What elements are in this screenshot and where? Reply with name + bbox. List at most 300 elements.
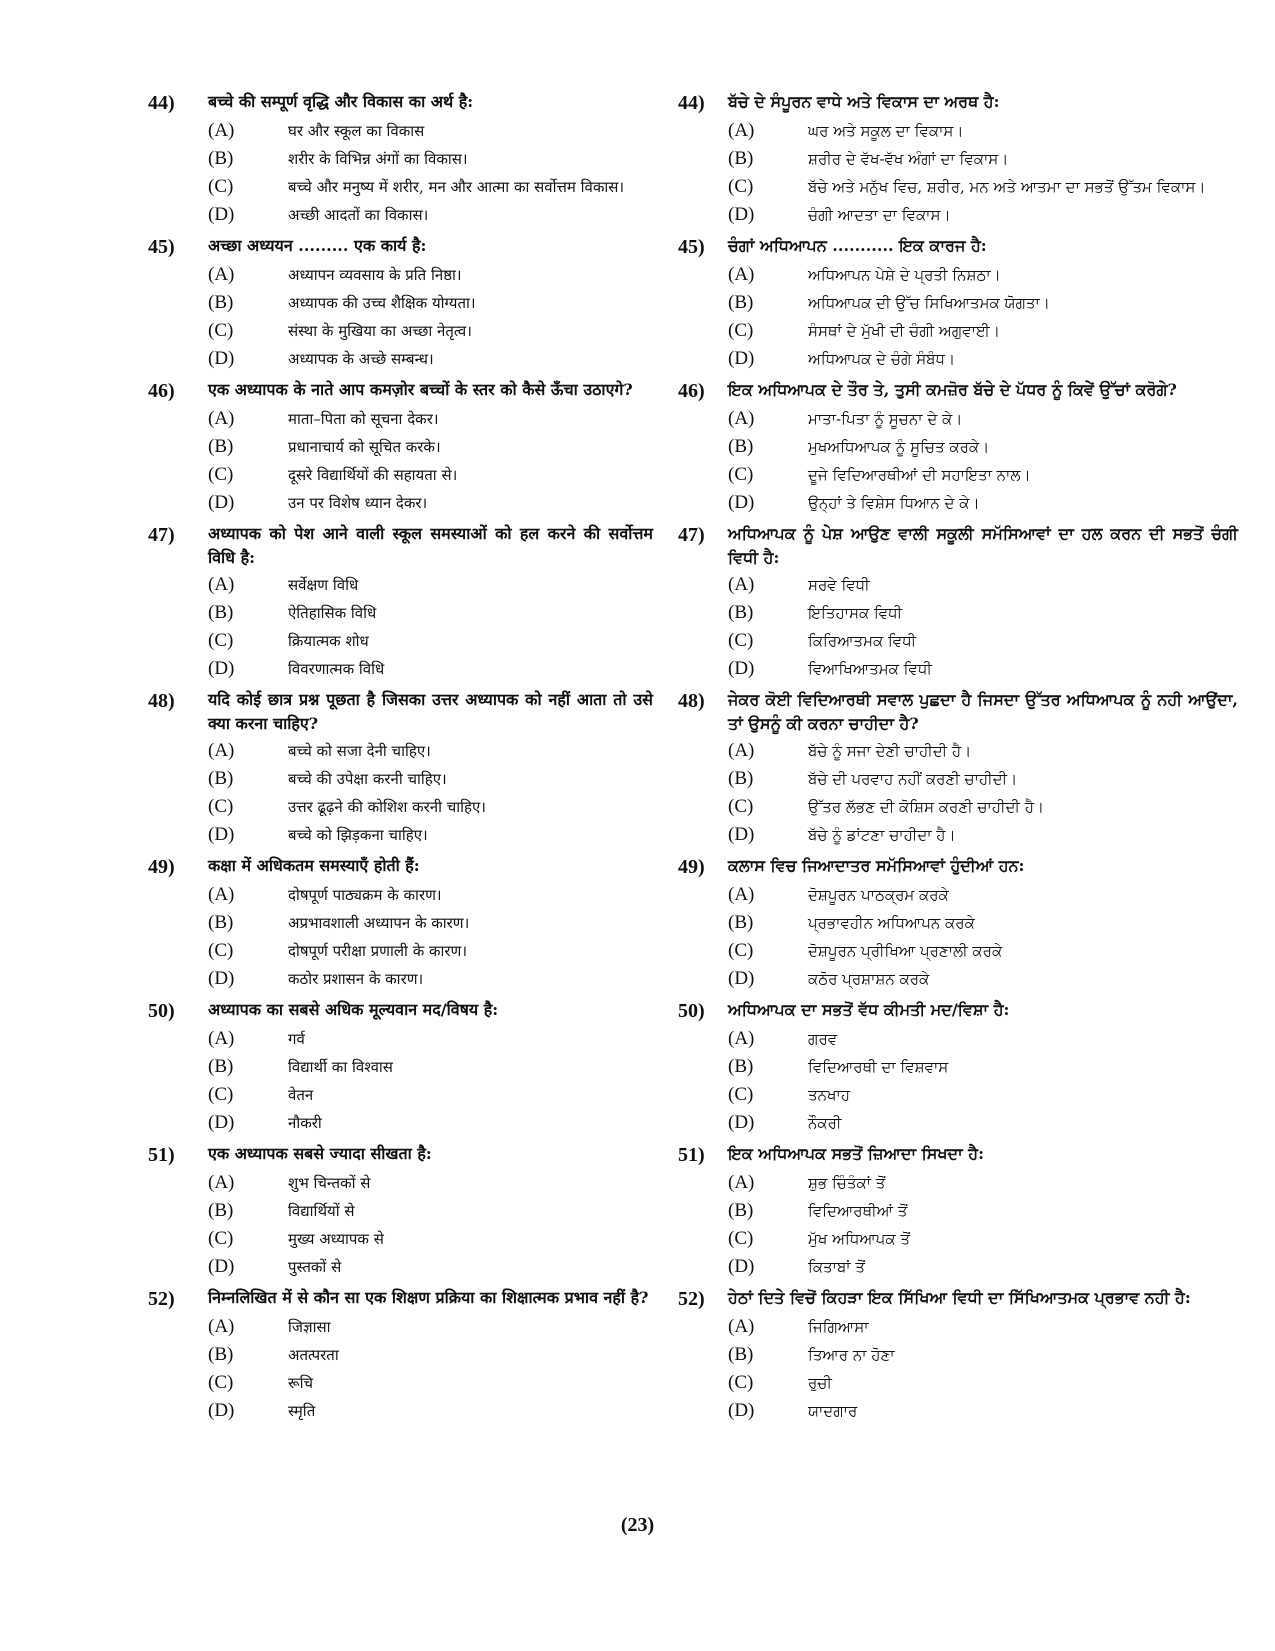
punjabi-question-50 [678, 998, 1238, 1136]
option-text: नौकरी [288, 1114, 322, 1132]
option-text: ਤਨਖਾਹ [808, 1086, 850, 1104]
option-text: ਵਿਆਖਿਆਤਮਕ ਵਿਧੀ [808, 660, 932, 678]
option-letter: (C) [728, 940, 754, 961]
punjabi-question-52 [678, 1286, 1238, 1424]
option-a [208, 882, 653, 908]
question-number: 46) [678, 380, 705, 402]
question-text: यदि कोई छात्र प्रश्न पूछता है जिसका उत्तर अध्यापक को नहीं आता तो उसे क्या करना चाहिए? [208, 690, 653, 733]
option-letter: (A) [728, 884, 755, 905]
option-letter: (A) [208, 120, 235, 141]
option-letter: (C) [208, 176, 234, 197]
option-text: ਬੱਚੇ ਨੂੰ ਡਾਂਟਣਾ ਚਾਹੀਦਾ ਹੈ। [808, 826, 956, 844]
option-text: गर्व [288, 1030, 305, 1048]
option-a [728, 1026, 1238, 1052]
question-header [678, 998, 1238, 1024]
option-letter: (D) [728, 968, 755, 989]
options-list [728, 406, 1238, 516]
option-d [728, 1254, 1238, 1280]
option-c [728, 462, 1238, 488]
question-text: ਚੰਗਾਂ ਅਧਿਆਪਨ ........... ਇਕ ਕਾਰਜ ਹੈ: [728, 236, 987, 255]
option-c [728, 1370, 1238, 1396]
option-letter: (B) [208, 1344, 234, 1365]
option-text: वेतन [288, 1086, 314, 1104]
option-letter: (A) [728, 740, 755, 761]
option-a [728, 406, 1238, 432]
option-text: ਵਿਦਿਆਰਥੀ ਦਾ ਵਿਸ਼ਵਾਸ [808, 1058, 949, 1076]
option-d [728, 346, 1238, 372]
option-a [728, 572, 1238, 598]
option-a [728, 882, 1238, 908]
option-text: ਦੂਜੇ ਵਿਦਿਆਰਥੀਆਂ ਦੀ ਸਹਾਇਤਾ ਨਾਲ। [808, 466, 1031, 484]
option-letter: (D) [208, 348, 235, 369]
option-letter: (A) [208, 1316, 235, 1337]
option-b [208, 1342, 653, 1368]
option-d [728, 966, 1238, 992]
option-c [208, 938, 653, 964]
option-letter: (D) [208, 658, 235, 679]
option-text: अच्छी आदतों का विकास। [288, 206, 429, 224]
question-header [148, 1142, 653, 1168]
option-text: ਸੰਸਥਾਂ ਦੇ ਮੁੱਖੀ ਦੀ ਚੰਗੀ ਅਗੁਵਾਈ। [808, 322, 1000, 340]
option-b [208, 1198, 653, 1224]
question-text: अच्छा अध्ययन ......... एक कार्य है: [208, 236, 427, 255]
option-text: ਉਨ੍ਹਾਂ ਤੇ ਵਿਸ਼ੇਸ ਧਿਆਨ ਦੇ ਕੇ। [808, 494, 980, 512]
option-c [728, 1226, 1238, 1252]
option-letter: (B) [208, 148, 234, 169]
option-letter: (C) [208, 464, 234, 485]
hindi-question-48 [148, 688, 653, 848]
question-header [678, 1142, 1238, 1168]
option-d [728, 202, 1238, 228]
option-letter: (D) [728, 492, 755, 513]
option-letter: (B) [728, 1200, 754, 1221]
option-letter: (D) [728, 1400, 755, 1421]
option-letter: (B) [728, 912, 754, 933]
option-letter: (D) [728, 204, 755, 225]
question-header [148, 378, 653, 404]
option-d [208, 966, 653, 992]
option-text: अध्यापक के अच्छे सम्बन्ध। [288, 350, 434, 368]
option-letter: (C) [728, 464, 754, 485]
question-text: ਕਲਾਸ ਵਿਚ ਜਿਆਦਾਤਰ ਸਮੱਸਿਆਵਾਂ ਹੁੰਦੀਆਂ ਹਨ: [728, 856, 1025, 875]
option-c [728, 628, 1238, 654]
option-text: ਪ੍ਰਭਾਵਹੀਨ ਅਧਿਆਪਨ ਕਰਕੇ [808, 914, 975, 932]
options-list [728, 738, 1238, 848]
option-text: प्रधानाचार्य को सूचित करके। [288, 438, 441, 456]
option-letter: (A) [208, 408, 235, 429]
hindi-question-44 [148, 90, 653, 228]
option-letter: (A) [208, 740, 235, 761]
option-letter: (B) [208, 1056, 234, 1077]
option-c [728, 1082, 1238, 1108]
option-b [728, 1198, 1238, 1224]
option-text: अतत्परता [288, 1346, 339, 1364]
option-letter: (C) [728, 1372, 754, 1393]
punjabi-question-45 [678, 234, 1238, 372]
option-letter: (A) [728, 408, 755, 429]
option-text: संस्था के मुखिया का अच्छा नेतृत्व। [288, 322, 472, 340]
option-text: मुख्य अध्यापक से [288, 1230, 384, 1248]
option-c [208, 1226, 653, 1252]
option-a [208, 738, 653, 764]
option-letter: (A) [208, 1028, 235, 1049]
question-number: 51) [148, 1144, 175, 1166]
option-b [208, 766, 653, 792]
option-d [208, 1254, 653, 1280]
question-text: ਹੇਠਾਂ ਦਿਤੇ ਵਿਚੋਂ ਕਿਹੜਾ ਇਕ ਸਿੱਖਿਆ ਵਿਧੀ ਦਾ ਸਿੱਖਿਆਤਮਕ ਪ੍ਰਭਾਵ ਨਹੀ ਹੈ: [728, 1288, 1191, 1307]
option-text: ਬੱਚੇ ਨੂੰ ਸਜਾ ਦੇਣੀ ਚਾਹੀਦੀ ਹੈ। [808, 742, 972, 760]
option-d [208, 202, 653, 228]
option-letter: (B) [728, 1056, 754, 1077]
question-text: अध्यापक को पेश आने वाली स्कूल समस्याओं को हल करने की सर्वोत्तम विधि है: [208, 524, 653, 567]
option-letter: (C) [208, 1084, 234, 1105]
option-text: माता–पिता को सूचना देकर। [288, 410, 439, 428]
option-letter: (C) [208, 320, 234, 341]
question-number: 50) [678, 1000, 705, 1022]
option-text: ਵਿਦਿਆਰਥੀਆਂ ਤੋਂ [808, 1202, 908, 1220]
question-number: 48) [148, 690, 175, 712]
option-b [728, 434, 1238, 460]
option-d [208, 346, 653, 372]
option-letter: (D) [728, 658, 755, 679]
option-c [208, 1370, 653, 1396]
option-a [208, 118, 653, 144]
option-b [728, 600, 1238, 626]
option-a [208, 1314, 653, 1340]
question-number: 44) [148, 92, 175, 114]
option-letter: (C) [208, 1228, 234, 1249]
hindi-question-50 [148, 998, 653, 1136]
question-header [678, 854, 1238, 880]
option-d [728, 490, 1238, 516]
option-letter: (A) [728, 574, 755, 595]
option-letter: (C) [728, 176, 754, 197]
options-list [208, 1026, 653, 1136]
option-letter: (B) [208, 602, 234, 623]
option-text: बच्चे को सजा देनी चाहिए। [288, 742, 431, 760]
option-d [728, 656, 1238, 682]
option-letter: (A) [208, 574, 235, 595]
option-text: ਕਠੋਰ ਪ੍ਰਸ਼ਾਸ਼ਨ ਕਰਕੇ [808, 970, 930, 988]
question-text: ਜੇਕਰ ਕੋਈ ਵਿਦਿਆਰਥੀ ਸਵਾਲ ਪੁਛਦਾ ਹੈ ਜਿਸਦਾ ਉੱਤਰ ਅਧਿਆਪਕ ਨੂੰ ਨਹੀ ਆਉਂਦਾ, ਤਾਂ ਉਸਨੂੰ ਕੀ ਕਰਨਾ ਚਾਹੀਦਾ ਹੈ? [728, 690, 1238, 733]
question-number: 52) [678, 1288, 705, 1310]
option-letter: (B) [728, 148, 754, 169]
option-text: बच्चे को झिड़कना चाहिए। [288, 826, 428, 844]
options-list [728, 1026, 1238, 1136]
option-a [728, 1314, 1238, 1340]
question-text: अध्यापक का सबसे अधिक मूल्यवान मद/विषय है: [208, 1000, 499, 1019]
question-header [148, 522, 653, 570]
option-letter: (A) [728, 1316, 755, 1337]
option-letter: (D) [208, 968, 235, 989]
option-letter: (C) [728, 630, 754, 651]
option-text: कठोर प्रशासन के कारण। [288, 970, 424, 988]
option-letter: (C) [208, 630, 234, 651]
option-b [208, 146, 653, 172]
option-b [208, 290, 653, 316]
option-text: शरीर के विभिन्न अंगों का विकास। [288, 150, 468, 168]
question-text: ਅਧਿਆਪਕ ਨੂੰ ਪੇਸ਼ ਆਉਣ ਵਾਲੀ ਸਕੂਲੀ ਸਮੱਸਿਆਵਾਂ ਦਾ ਹਲ ਕਰਨ ਦੀ ਸਭਤੋਂ ਚੰਗੀ ਵਿਧੀ ਹੈ: [728, 524, 1238, 567]
question-text: ਅਧਿਆਪਕ ਦਾ ਸਭਤੋਂ ਵੱਧ ਕੀਮਤੀ ਮਦ/ਵਿਸ਼ਾ ਹੈ: [728, 1000, 1010, 1019]
option-text: ਅਧਿਆਪਕ ਦੇ ਚੰਗੇ ਸੰਬੰਧ। [808, 350, 956, 368]
option-letter: (B) [728, 292, 754, 313]
question-text: एक अध्यापक के नाते आप कमज़ोर बच्चों के स्तर को कैसे ऊँचा उठाएगे? [208, 380, 633, 399]
hindi-question-49 [148, 854, 653, 992]
option-b [728, 1342, 1238, 1368]
question-text: निम्नलिखित में से कौन सा एक शिक्षण प्रक्रिया का शिक्षात्मक प्रभाव नहीं है? [208, 1288, 649, 1307]
option-a [728, 1170, 1238, 1196]
options-list [728, 118, 1238, 228]
question-text: ਬੱਚੇ ਦੇ ਸੰਪੂਰਨ ਵਾਧੇ ਅਤੇ ਵਿਕਾਸ ਦਾ ਅਰਥ ਹੈ: [728, 92, 1000, 111]
options-list [208, 882, 653, 992]
option-text: विद्यार्थी का विश्वास [288, 1058, 393, 1076]
option-letter: (D) [208, 204, 235, 225]
option-d [208, 822, 653, 848]
question-number: 51) [678, 1144, 705, 1166]
question-header [148, 1286, 653, 1312]
option-text: ਮੁਖਅਧਿਆਪਕ ਨੂੰ ਸੂਚਿਤ ਕਰਕੇ। [808, 438, 990, 456]
option-text: ਯਾਦਗਾਰ [808, 1402, 858, 1420]
option-a [728, 262, 1238, 288]
option-d [208, 656, 653, 682]
option-text: ਤਿਆਰ ਨਾ ਹੋਣਾ [808, 1346, 895, 1364]
option-letter: (A) [208, 1172, 235, 1193]
question-header [148, 998, 653, 1024]
option-c [728, 318, 1238, 344]
question-header [148, 688, 653, 736]
question-header [678, 234, 1238, 260]
question-text: ਇਕ ਅਧਿਆਪਕ ਦੇ ਤੌਰ ਤੇ, ਤੁਸੀ ਕਮਜ਼ੋਰ ਬੱਚੇ ਦੇ ਪੱਧਰ ਨੂੰ ਕਿਵੇਂ ਉੱਚਾਂ ਕਰੋਗੇ? [728, 380, 1177, 399]
question-header [148, 90, 653, 116]
options-list [208, 738, 653, 848]
hindi-question-52 [148, 1286, 653, 1424]
option-text: ਘਰ ਅਤੇ ਸਕੂਲ ਦਾ ਵਿਕਾਸ। [808, 122, 964, 140]
punjabi-question-47 [678, 522, 1238, 682]
option-text: ऐतिहासिक विधि [288, 604, 377, 622]
option-c [208, 1082, 653, 1108]
option-letter: (A) [208, 264, 235, 285]
option-text: ਜਿਗਿਆਸਾ [808, 1318, 869, 1336]
option-b [208, 1054, 653, 1080]
question-text: बच्चे की सम्पूर्ण वृद्धि और विकास का अर्थ है: [208, 92, 474, 111]
option-b [728, 766, 1238, 792]
question-number: 50) [148, 1000, 175, 1022]
option-text: ਦੋਸ਼ਪੂਰਨ ਪਾਠਕ੍ਰਮ ਕਰਕੇ [808, 886, 949, 904]
question-number: 47) [678, 524, 705, 546]
option-b [728, 146, 1238, 172]
option-letter: (C) [208, 796, 234, 817]
option-text: ਕਿਤਾਬਾਂ ਤੋਂ [808, 1258, 865, 1276]
option-text: ਉੱਤਰ ਲੱਭਣ ਦੀ ਕੋਸ਼ਿਸ ਕਰਣੀ ਚਾਹੀਦੀ ਹੈ। [808, 798, 1045, 816]
option-d [208, 1398, 653, 1424]
option-letter: (C) [728, 1084, 754, 1105]
options-list [208, 1170, 653, 1280]
option-letter: (A) [728, 120, 755, 141]
question-number: 46) [148, 380, 175, 402]
option-a [208, 572, 653, 598]
option-letter: (A) [728, 264, 755, 285]
option-letter: (B) [208, 1200, 234, 1221]
option-text: दूसरे विद्यार्थियों की सहायता से। [288, 466, 458, 484]
option-letter: (B) [208, 436, 234, 457]
options-list [728, 1170, 1238, 1280]
question-header [678, 522, 1238, 570]
option-text: ਕਿਰਿਆਤਮਕ ਵਿਧੀ [808, 632, 917, 650]
option-letter: (D) [208, 824, 235, 845]
options-list [208, 118, 653, 228]
question-number: 49) [678, 856, 705, 878]
punjabi-question-49 [678, 854, 1238, 992]
option-letter: (B) [208, 912, 234, 933]
option-b [208, 600, 653, 626]
options-list [728, 882, 1238, 992]
option-letter: (B) [728, 436, 754, 457]
question-number: 47) [148, 524, 175, 546]
option-c [208, 794, 653, 820]
question-header [678, 90, 1238, 116]
options-list [208, 262, 653, 372]
option-a [208, 1170, 653, 1196]
option-text: सर्वेक्षण विधि [288, 576, 359, 594]
punjabi-question-46 [678, 378, 1238, 516]
option-text: ਸ਼ੁਭ ਚਿੰਤੰਕਾਂ ਤੋਂ [808, 1174, 886, 1192]
option-text: ਨੌਕਰੀ [808, 1114, 842, 1132]
option-text: अध्यापक की उच्च शैक्षिक योग्यता। [288, 294, 476, 312]
option-letter: (D) [208, 1256, 235, 1277]
question-text: कक्षा में अधिकतम समस्याएँ होती हैं: [208, 856, 420, 875]
hindi-column [148, 90, 653, 1430]
punjabi-question-48 [678, 688, 1238, 848]
question-number: 45) [148, 236, 175, 258]
option-c [728, 794, 1238, 820]
option-letter: (D) [728, 1112, 755, 1133]
option-text: ਦੋਸ਼ਪੂਰਨ ਪ੍ਰੀਖਿਆ ਪ੍ਰਣਾਲੀ ਕਰਕੇ [808, 942, 1003, 960]
option-d [728, 822, 1238, 848]
option-text: अप्रभावशाली अध्यापन के कारण। [288, 914, 470, 932]
question-header [148, 234, 653, 260]
option-text: ਮਾਤਾ-ਪਿਤਾ ਨੂੰ ਸੂਚਨਾ ਦੇ ਕੇ। [808, 410, 963, 428]
option-text: दोषपूर्ण पाठ्यक्रम के कारण। [288, 886, 442, 904]
option-text: घर और स्कूल का विकास [288, 122, 425, 140]
option-text: ਅਧਿਆਪਨ ਪੇਸ਼ੇ ਦੇ ਪ੍ਰਤੀ ਨਿਸ਼ਠਾ। [808, 266, 1001, 284]
options-list [208, 572, 653, 682]
option-text: रूचि [288, 1374, 314, 1392]
option-text: विद्यार्थियों से [288, 1202, 355, 1220]
option-a [728, 738, 1238, 764]
question-header [148, 854, 653, 880]
option-text: ਸਰਵੇ ਵਿਧੀ [808, 576, 870, 594]
question-text: एक अध्यापक सबसे ज्यादा सीखता है: [208, 1144, 432, 1163]
option-letter: (A) [208, 884, 235, 905]
options-list [208, 406, 653, 516]
option-letter: (B) [728, 1344, 754, 1365]
punjabi-column [678, 90, 1238, 1430]
option-text: पुस्तकों से [288, 1258, 342, 1276]
option-letter: (B) [728, 768, 754, 789]
option-letter: (D) [208, 492, 235, 513]
option-b [208, 910, 653, 936]
option-text: ਬੱਚੇ ਦੀ ਪਰਵਾਹ ਨਹੀਂ ਕਰਣੀ ਚਾਹੀਦੀ। [808, 770, 1018, 788]
option-text: स्मृति [288, 1402, 316, 1420]
option-a [728, 118, 1238, 144]
options-list [728, 262, 1238, 372]
option-c [208, 318, 653, 344]
option-letter: (C) [208, 940, 234, 961]
option-a [208, 262, 653, 288]
option-text: उत्तर ढूढ़ने की कोशिश करनी चाहिए। [288, 798, 486, 816]
option-c [728, 174, 1238, 200]
option-text: शुभ चिन्तकों से [288, 1174, 371, 1192]
option-letter: (D) [728, 1256, 755, 1277]
option-letter: (B) [208, 292, 234, 313]
option-text: ਸ਼ਰੀਰ ਦੇ ਵੱਖ-ਵੱਖ ਅੰਗਾਂ ਦਾ ਵਿਕਾਸ। [808, 150, 1009, 168]
option-b [208, 434, 653, 460]
option-c [208, 174, 653, 200]
option-d [208, 490, 653, 516]
hindi-question-47 [148, 522, 653, 682]
punjabi-question-51 [678, 1142, 1238, 1280]
option-letter: (C) [728, 796, 754, 817]
option-letter: (B) [728, 602, 754, 623]
question-text: ਇਕ ਅਧਿਆਪਕ ਸਭਤੋਂ ਜ਼ਿਆਦਾ ਸਿਖਦਾ ਹੈ: [728, 1144, 985, 1163]
option-b [728, 1054, 1238, 1080]
option-letter: (A) [728, 1172, 755, 1193]
question-header [678, 688, 1238, 736]
hindi-question-51 [148, 1142, 653, 1280]
option-b [728, 290, 1238, 316]
option-letter: (A) [728, 1028, 755, 1049]
option-letter: (D) [208, 1400, 235, 1421]
option-text: जिज्ञासा [288, 1318, 331, 1336]
option-text: अध्यापन व्यवसाय के प्रति निष्ठा। [288, 266, 462, 284]
option-text: ਮੁੱਖ ਅਧਿਆਪਕ ਤੋਂ [808, 1230, 910, 1248]
option-d [208, 1110, 653, 1136]
option-text: विवरणात्मक विधि [288, 660, 385, 678]
option-letter: (D) [728, 348, 755, 369]
option-text: ਅਧਿਆਪਕ ਦੀ ਉੱਚ ਸਿਖਿਆਤਮਕ ਯੋਗਤਾ। [808, 294, 1050, 312]
option-letter: (C) [728, 320, 754, 341]
option-letter: (C) [728, 1228, 754, 1249]
option-text: ਇਤਿਹਾਸਕ ਵਿਧੀ [808, 604, 903, 622]
option-d [728, 1110, 1238, 1136]
question-header [678, 1286, 1238, 1312]
option-text: दोषपूर्ण परीक्षा प्रणाली के कारण। [288, 942, 468, 960]
option-text: उन पर विशेष ध्यान देकर। [288, 494, 428, 512]
question-header [678, 378, 1238, 404]
punjabi-question-44 [678, 90, 1238, 228]
option-letter: (B) [208, 768, 234, 789]
option-a [208, 406, 653, 432]
hindi-question-45 [148, 234, 653, 372]
question-number: 44) [678, 92, 705, 114]
options-list [728, 572, 1238, 682]
question-number: 52) [148, 1288, 175, 1310]
option-text: क्रियात्मक शोध [288, 632, 369, 650]
option-letter: (D) [208, 1112, 235, 1133]
question-number: 49) [148, 856, 175, 878]
option-c [208, 462, 653, 488]
page-number: (23) [620, 1514, 655, 1536]
option-letter: (D) [728, 824, 755, 845]
options-list [728, 1314, 1238, 1424]
option-text: बच्चे और मनुष्य में शरीर, मन और आत्मा का सर्वोत्तम विकास। [288, 178, 625, 196]
option-d [728, 1398, 1238, 1424]
option-text: ਬੱਚੇ ਅਤੇ ਮਨੁੱਖ ਵਿਚ, ਸ਼ਰੀਰ, ਮਨ ਅਤੇ ਆਤਮਾ ਦਾ ਸਭਤੋਂ ਉੱਤਮ ਵਿਕਾਸ। [808, 178, 1206, 196]
option-c [208, 628, 653, 654]
option-text: ਚੰਗੀ ਆਦਤਾ ਦਾ ਵਿਕਾਸ। [808, 206, 951, 224]
option-a [208, 1026, 653, 1052]
option-c [728, 938, 1238, 964]
